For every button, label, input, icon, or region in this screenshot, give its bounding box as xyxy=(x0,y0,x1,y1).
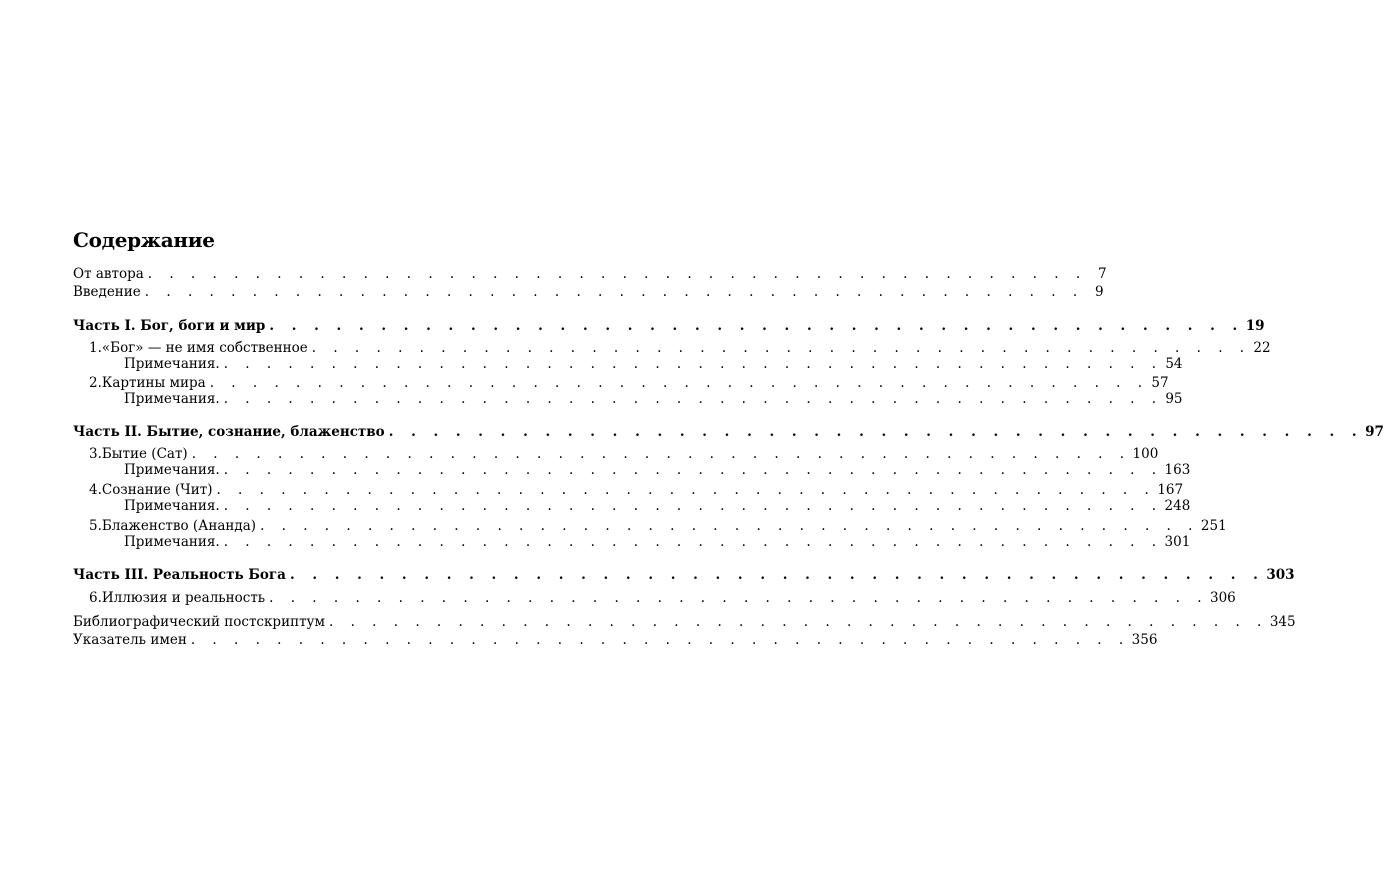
toc-entry-number: 6. xyxy=(89,590,102,606)
toc-entry-chapter-3 xyxy=(73,446,1159,463)
toc-entry-title: Сознание (Чит) xyxy=(101,482,213,498)
toc-entry-title: Часть I. Бог, боги и мир xyxy=(73,318,266,334)
toc-entry-title: Примечания. xyxy=(124,356,220,372)
toc-entry-number: 1. xyxy=(89,340,102,356)
toc-entry-page: 306 xyxy=(1209,590,1236,606)
toc-entry-number: 5. xyxy=(89,518,102,534)
toc-entry-number: 3. xyxy=(89,446,102,462)
toc-heading: Содержание xyxy=(73,228,215,252)
dot-leader: . . . . . . . . . . . . . . . . . . . . . . . . . . . . . . . . . . . . . . . . . . . . xyxy=(147,266,1087,282)
dot-leader: . . . . . . . . . . . . . . . . . . . . . . . . . . . . . . . . . . . . . . . . . . . . xyxy=(216,482,1156,498)
toc-entry-title: Иллюзия и реальность xyxy=(101,590,266,606)
toc-entry-chapter-1 xyxy=(73,340,1271,357)
toc-entry-title: Примечания. xyxy=(124,391,220,407)
dot-leader: . . . . . . . . . . . . . . . . . . . . . . . . . . . . . . . . . . . . . . . . . . . . xyxy=(190,632,1130,648)
toc-entry-author xyxy=(73,266,1107,283)
toc-entry-page: 345 xyxy=(1269,614,1296,630)
toc-entry-number: 4. xyxy=(89,482,102,498)
toc-entry-part-2 xyxy=(73,424,1384,441)
dot-leader: . . . . . . . . . . . . . . . . . . . . . . . . . . . . . . . . . . . . . . . . . . . . xyxy=(144,284,1084,300)
dot-leader: . . . . . . . . . . . . . . . . . . . . . . . . . . . . . . . . . . . . . . . . . . . . xyxy=(223,462,1163,478)
dot-leader: . . . . . . . . . . . . . . . . . . . . . . . . . . . . . . . . . . . . . . . . . . . . xyxy=(223,391,1163,407)
dot-leader: . . . . . . . . . . . . . . . . . . . . . . . . . . . . . . . . . . . . . . . . . . . . xyxy=(289,567,1265,583)
dot-leader: . . . . . . . . . . . . . . . . . . . . . . . . . . . . . . . . . . . . . . . . . . . . xyxy=(223,534,1163,550)
toc-entry-page: 54 xyxy=(1165,356,1183,372)
toc-entry-part-1 xyxy=(73,318,1265,335)
toc-entry-page: 356 xyxy=(1131,632,1158,648)
toc-entry-number: 2. xyxy=(89,375,102,391)
toc-entry-page: 100 xyxy=(1132,446,1159,462)
toc-entry-page: 163 xyxy=(1164,462,1191,478)
toc-entry-page: 22 xyxy=(1253,340,1271,356)
dot-leader: . . . . . . . . . . . . . . . . . . . . . . . . . . . . . . . . . . . . . . . . . . . . xyxy=(260,518,1199,534)
toc-entry-title: «Бог» — не имя собственное xyxy=(101,340,308,356)
toc-entry-title: Указатель имен xyxy=(73,632,187,648)
toc-entry-notes-3 xyxy=(73,462,1191,479)
toc-entry-notes-1 xyxy=(73,356,1183,373)
toc-entry-page: 9 xyxy=(1095,284,1104,300)
dot-leader: . . . . . . . . . . . . . . . . . . . . . . . . . . . . . . . . . . . . . . . . . . . . xyxy=(328,614,1268,630)
toc-entry-part-3 xyxy=(73,567,1295,584)
toc-entry-title: Библиографический постскриптум xyxy=(73,614,325,630)
toc-entry-notes-4 xyxy=(73,498,1191,515)
toc-entry-title: Картины мира xyxy=(101,375,206,391)
toc-entry-page: 248 xyxy=(1164,498,1191,514)
toc-entry-bibliography xyxy=(73,614,1296,631)
toc-entry-title: Часть III. Реальность Бога xyxy=(73,567,286,583)
toc-entry-notes-2 xyxy=(73,391,1183,408)
dot-leader: . . . . . . . . . . . . . . . . . . . . . . . . . . . . . . . . . . . . . . . . . . . . xyxy=(223,498,1163,514)
toc-entry-page: 301 xyxy=(1164,534,1191,550)
toc-entry-notes-5 xyxy=(73,534,1191,551)
dot-leader: . . . . . . . . . . . . . . . . . . . . . . . . . . . . . . . . . . . . . . . . . . . . xyxy=(269,318,1244,334)
toc-entry-title: Блаженство (Ананда) xyxy=(101,518,257,534)
toc-entry-page: 57 xyxy=(1151,375,1169,391)
toc-entry-title: Примечания. xyxy=(124,498,220,514)
toc-entry-page: 7 xyxy=(1098,266,1107,282)
toc-entry-page: 19 xyxy=(1245,318,1265,334)
toc-entry-page: 251 xyxy=(1200,518,1227,534)
dot-leader: . . . . . . . . . . . . . . . . . . . . . . . . . . . . . . . . . . . . . . . . . . . . xyxy=(209,375,1149,391)
toc-entry-title: Примечания. xyxy=(124,534,220,550)
toc-entry-page: 167 xyxy=(1157,482,1184,498)
toc-entry-title: Часть II. Бытие, сознание, блаженство xyxy=(73,424,385,440)
toc-entry-title: От автора xyxy=(73,266,144,282)
dot-leader: . . . . . . . . . . . . . . . . . . . . . . . . . . . . . . . . . . . . . . . . . . . . xyxy=(388,424,1364,440)
toc-entry-title: Бытие (Сат) xyxy=(101,446,188,462)
toc-entry-introduction xyxy=(73,284,1104,301)
toc-entry-title: Введение xyxy=(73,284,141,300)
toc-entry-title: Примечания. xyxy=(124,462,220,478)
toc-entry-name-index xyxy=(73,632,1158,649)
toc-entry-chapter-5 xyxy=(73,518,1227,535)
dot-leader: . . . . . . . . . . . . . . . . . . . . . . . . . . . . . . . . . . . . . . . . . . . . xyxy=(223,356,1163,372)
toc-entry-chapter-2 xyxy=(73,375,1169,392)
dot-leader: . . . . . . . . . . . . . . . . . . . . . . . . . . . . . . . . . . . . . . . . . . . . xyxy=(269,590,1208,606)
dot-leader: . . . . . . . . . . . . . . . . . . . . . . . . . . . . . . . . . . . . . . . . . . . . xyxy=(191,446,1131,462)
toc-entry-page: 303 xyxy=(1266,567,1295,583)
toc-entry-chapter-4 xyxy=(73,482,1184,499)
toc-entry-page: 95 xyxy=(1165,391,1183,407)
toc-entry-page: 97 xyxy=(1365,424,1384,440)
dot-leader: . . . . . . . . . . . . . . . . . . . . . . . . . . . . . . . . . . . . . . . . . . . . xyxy=(311,340,1251,356)
toc-entry-chapter-6 xyxy=(73,590,1236,607)
